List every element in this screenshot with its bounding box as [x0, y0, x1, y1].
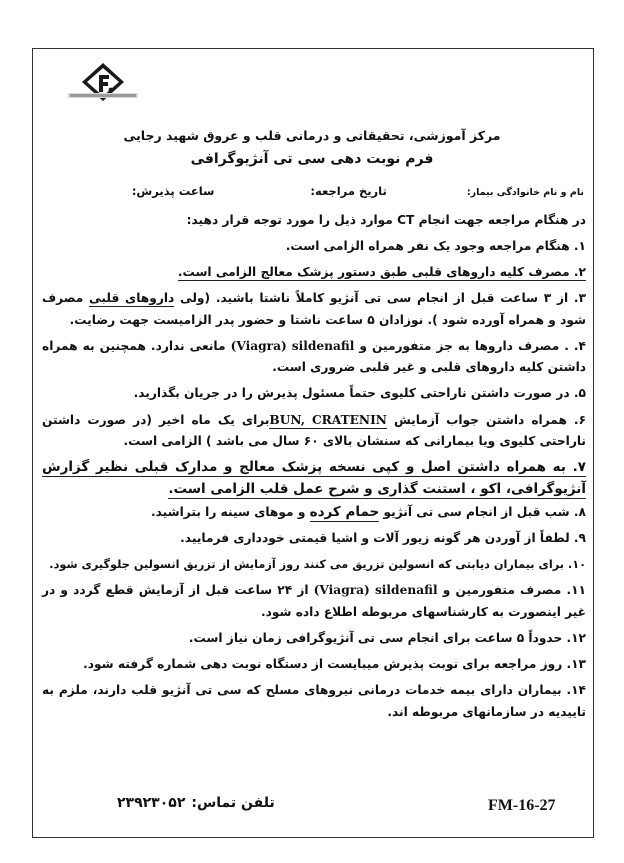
instruction-text: و موهای سینه را بتراشید. — [151, 505, 310, 520]
phone-label: تلفن تماس: — [191, 795, 275, 811]
instruction-text: ۱۴. بیماران دارای بیمه خدمات درمانی نیروهای مسلح که سی تی آنژیو قلب دارند، ملزم به تاییدیه در سازمانهای مربوطه اند. — [42, 683, 586, 719]
instruction-item — [42, 502, 586, 524]
instruction-text: ۷. به همراه داشتن اصل و کپی نسخه پزشک معالج و مدارک قبلی نظیر گزارش آنژیوگرافی، اکو ، استنت گذاری و شرح عمل قلب الزامی است. — [42, 459, 586, 497]
instruction-text: مصرف شود و همراه آورده شود ). نوزادان ۵ ساعت ناشتا و حضور پدر الزامیست جهت رضایت. — [42, 291, 586, 327]
patient-name-label: نام و نام خانوادگی بیمار: — [466, 187, 584, 198]
instruction-item — [42, 528, 586, 550]
instruction-text: ۲. مصرف کلیه داروهای قلبی طبق دستور پزشک معالج الزامی است. — [177, 265, 586, 280]
instruction-text: از ۲۴ ساعت قبل از آزمایش قطع گردد و در غیر اینصورت به کارشناسهای مربوطه اطلاع داده شود. — [42, 583, 586, 619]
form-title: فرم نوبت دهی سی تی آنژیوگرافی — [190, 151, 434, 167]
institution-name: مرکز آموزشی، تحقیقاتی و درمانی قلب و عروق شهید رجایی — [123, 128, 501, 143]
instruction-text: ۳. از ۳ ساعت قبل از انجام سی تی آنژیو کاملاً ناشتا باشید. (ولی — [174, 291, 587, 306]
phone-block — [117, 795, 275, 811]
instruction-text: داروهای قلبی — [89, 291, 175, 306]
instruction-item — [42, 580, 586, 623]
instructions-body — [42, 210, 586, 728]
instruction-text: ۹. لطفاً از آوردن هر گونه زیور آلات و اشیا قیمتی خودداری فرمایید. — [180, 531, 586, 546]
instruction-text: حمام کرده — [309, 504, 380, 521]
phone-number: ۲۳۹۲۳۰۵۲ — [117, 795, 186, 811]
patient-fields-row — [44, 184, 584, 198]
form-header — [40, 128, 584, 167]
instruction-text: ۴. . مصرف داروها به جز متفورمین و — [354, 338, 586, 353]
instruction-text: برای یک ماه اخیر (در صورت داشتن ناراحتی کلیوی ویا بیمارانی که سنشان بالای ۶۰ سال می باشد ) الزامی است. — [42, 412, 586, 449]
instruction-text: (Viagra) sildenafil — [230, 338, 355, 353]
instruction-item — [42, 288, 586, 331]
instruction-item — [42, 236, 586, 258]
instruction-item — [42, 554, 586, 576]
instruction-text: ۸. شب قبل از انجام سی تی آنژیو — [379, 505, 586, 520]
instruction-item — [42, 410, 586, 453]
instruction-text: ۵. در صورت داشتن ناراحتی کلیوی حتماً مسئول پذیرش را در جریان بگذارید. — [133, 386, 586, 401]
instruction-item — [42, 628, 586, 650]
instruction-text: ۱۲. حدوداً ۵ ساعت برای انجام سی تی آنژیوگرافی زمان نیاز است. — [188, 631, 586, 646]
instruction-list — [42, 236, 586, 723]
admission-time-label: ساعت پذیرش: — [131, 184, 215, 198]
instruction-text: ۱۱. مصرف متفورمین و — [437, 583, 586, 598]
instruction-text: ۱۳. روز مراجعه برای نوبت پذیرش میبایست از دستگاه نوبت دهی شماره گرفته شود. — [83, 657, 586, 672]
form-code: FM-16-27 — [488, 797, 556, 814]
instruction-item — [42, 336, 586, 379]
instruction-item — [42, 383, 586, 405]
instruction-text: ۱۰. برای بیماران دیابتی که انسولین تزریق می کنند روز آزمایش از تزریق انسولین جلوگیری شود. — [49, 558, 586, 572]
instruction-text: مانعی ندارد. همچنین به همراه داشتن کلیه داروهای قلبی و غیر قلبی ضروری است. — [42, 338, 586, 375]
instruction-text: ۶. همراه داشتن جواب آزمایش — [386, 412, 587, 427]
visit-date-label: تاریخ مراجعه: — [310, 184, 387, 198]
instruction-text: (Viagra) sildenafil — [313, 583, 438, 598]
instruction-text: ۱. هنگام مراجعه وجود یک نفر همراه الزامی است. — [285, 239, 586, 254]
instructions-intro: در هنگام مراجعه جهت انجام CT موارد ذیل را مورد توجه قرار دهید: — [186, 213, 586, 227]
instruction-text: BUN, CRATENIN — [269, 412, 387, 427]
hospital-logo-icon — [66, 62, 140, 102]
instruction-item — [42, 680, 586, 723]
instruction-item — [42, 262, 586, 284]
instruction-item — [42, 654, 586, 676]
instruction-item — [42, 457, 586, 500]
